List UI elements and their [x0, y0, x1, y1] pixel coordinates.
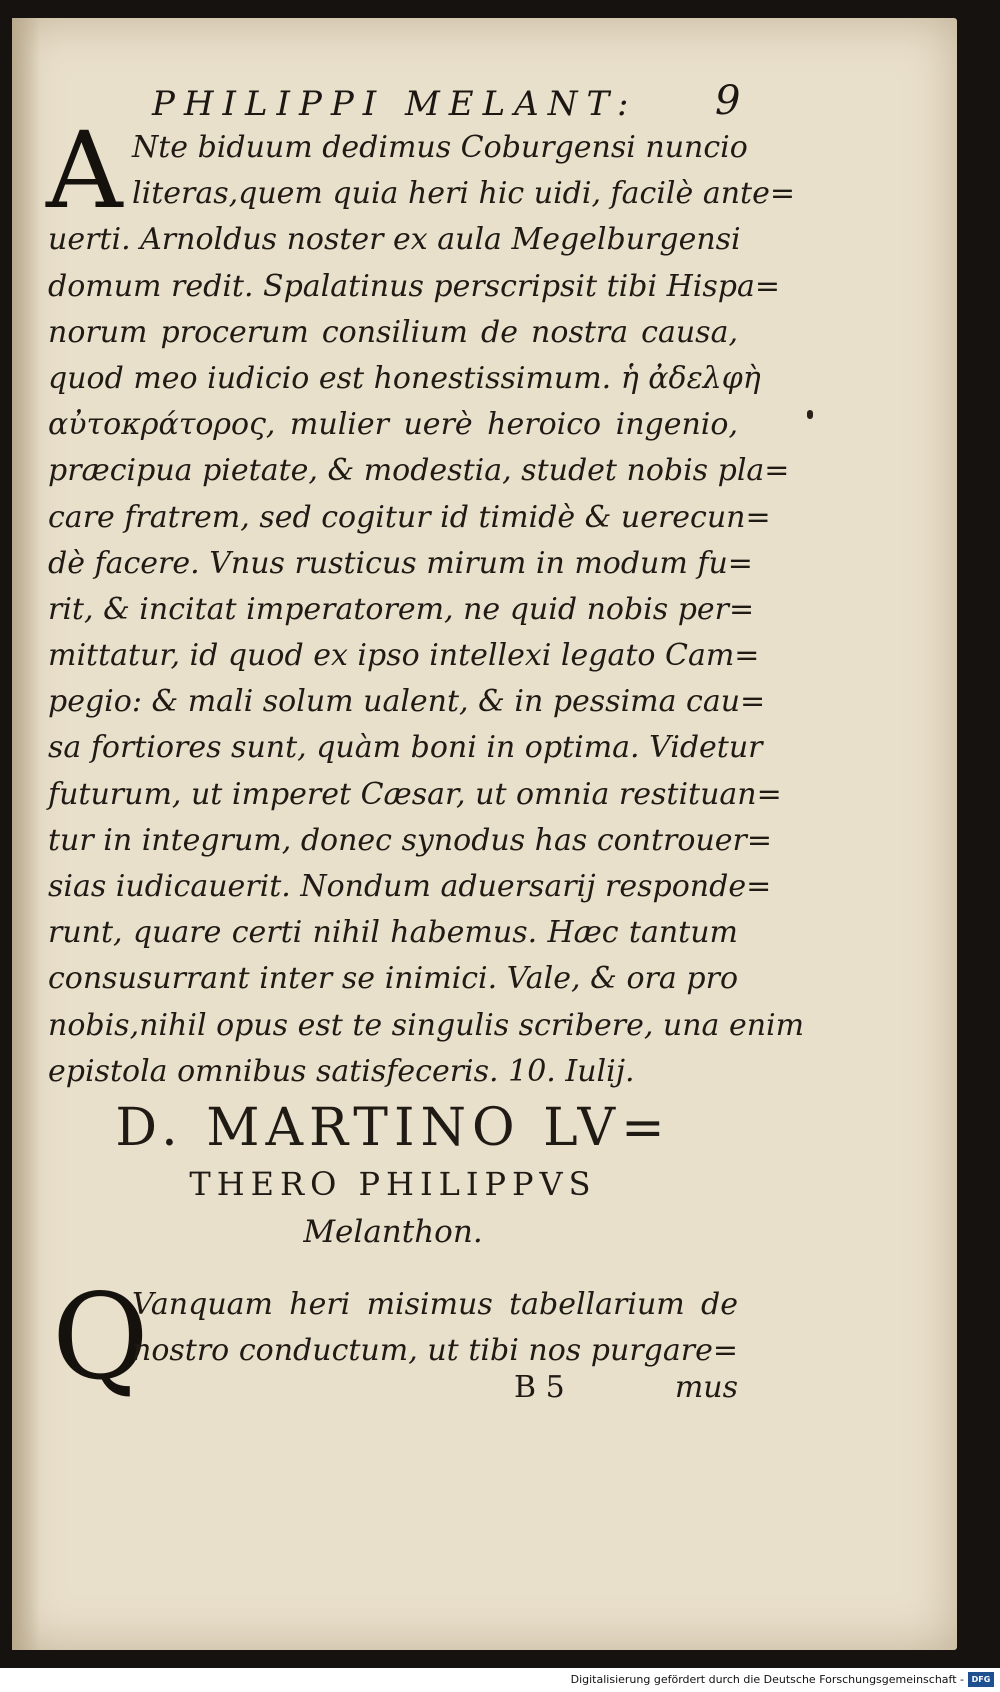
text-line: literas,quem quia heri hic uidi, facilè ante=	[132, 176, 795, 212]
text-line: uerti. Arnoldus noster ex aula Megelburgensi	[48, 222, 741, 258]
text-line: nobis,nihil opus est te singulis scribere, una enim	[48, 1007, 805, 1043]
text-line: tur in integrum, donec synodus has controuer=	[48, 822, 773, 858]
text-line: nostro conductum, ut tibi nos purgare=	[132, 1333, 738, 1369]
heading-line: Melanthon.	[303, 1214, 483, 1250]
page-catchline	[500, 1370, 738, 1420]
text-line: mittatur, id quod ex ipso intellexi legato Cam=	[48, 638, 760, 674]
page-number: 9	[715, 78, 741, 124]
letter-2-heading	[48, 1095, 738, 1257]
digitization-footer	[0, 1668, 1000, 1692]
text-line: care fratrem, sed cogitur id timidè & uerecun=	[48, 499, 771, 535]
letter-1-body	[48, 125, 805, 1095]
page-gutter-shadow	[12, 18, 40, 1650]
letter-2-body	[48, 1282, 738, 1374]
text-line: Vanquam heri misimus tabellarium de	[132, 1287, 738, 1322]
text-line: pegio: & mali solum ualent, & in pessima cau=	[48, 684, 766, 720]
text-line: runt, quare certi nihil habemus. Hæc tantum	[48, 915, 738, 951]
drop-initial-a: A	[46, 109, 123, 232]
text-line: dè facere. Vnus rusticus mirum in modum fu=	[48, 545, 753, 581]
text-line: sa fortiores sunt, quàm boni in optima. Videtur	[48, 730, 763, 766]
text-line: consusurrant inter se inimici. Vale, & ora pro	[48, 961, 738, 997]
text-line: sias iudicauerit. Nondum aduersarij responde=	[48, 869, 772, 904]
funding-credit: Digitalisierung gefördert durch die Deutsche Forschungsgemeinschaft -	[570, 1673, 964, 1686]
heading-line: D. MARTINO LV=	[115, 1098, 671, 1158]
text-line: præcipua pietate, & modestia, studet nobis pla=	[48, 453, 790, 489]
drop-initial-q: Q	[52, 1268, 149, 1406]
text-line: Nte biduum dedimus Coburgensi nuncio	[132, 130, 748, 165]
signature-mark: B 5	[514, 1370, 565, 1405]
text-line: epistola omnibus satisfeceris. 10. Iulij.	[48, 1053, 635, 1089]
text-line: quod meo iudicio est honestissimum. ἡ ἀδελφὴ	[48, 360, 761, 396]
text-line: futurum, ut imperet Cæsar, ut omnia restituan=	[48, 776, 782, 812]
dfg-logo-icon: DFG	[968, 1672, 994, 1687]
heading-line: THERO PHILIPPVS	[189, 1165, 597, 1203]
text-line: αὐτοκράτορος, mulier uerè heroico ingenio,	[48, 407, 738, 443]
catchword: mus	[674, 1370, 738, 1405]
text-line: domum redit. Spalatinus perscripsit tibi Hispa=	[48, 268, 780, 304]
text-line: rit, & incitat imperatorem, ne quid nobis per=	[48, 591, 755, 627]
text-line: norum procerum consilium de nostra causa,	[48, 314, 738, 350]
running-header: PHILIPPI MELANT:	[152, 84, 638, 124]
ink-speck	[807, 410, 813, 419]
